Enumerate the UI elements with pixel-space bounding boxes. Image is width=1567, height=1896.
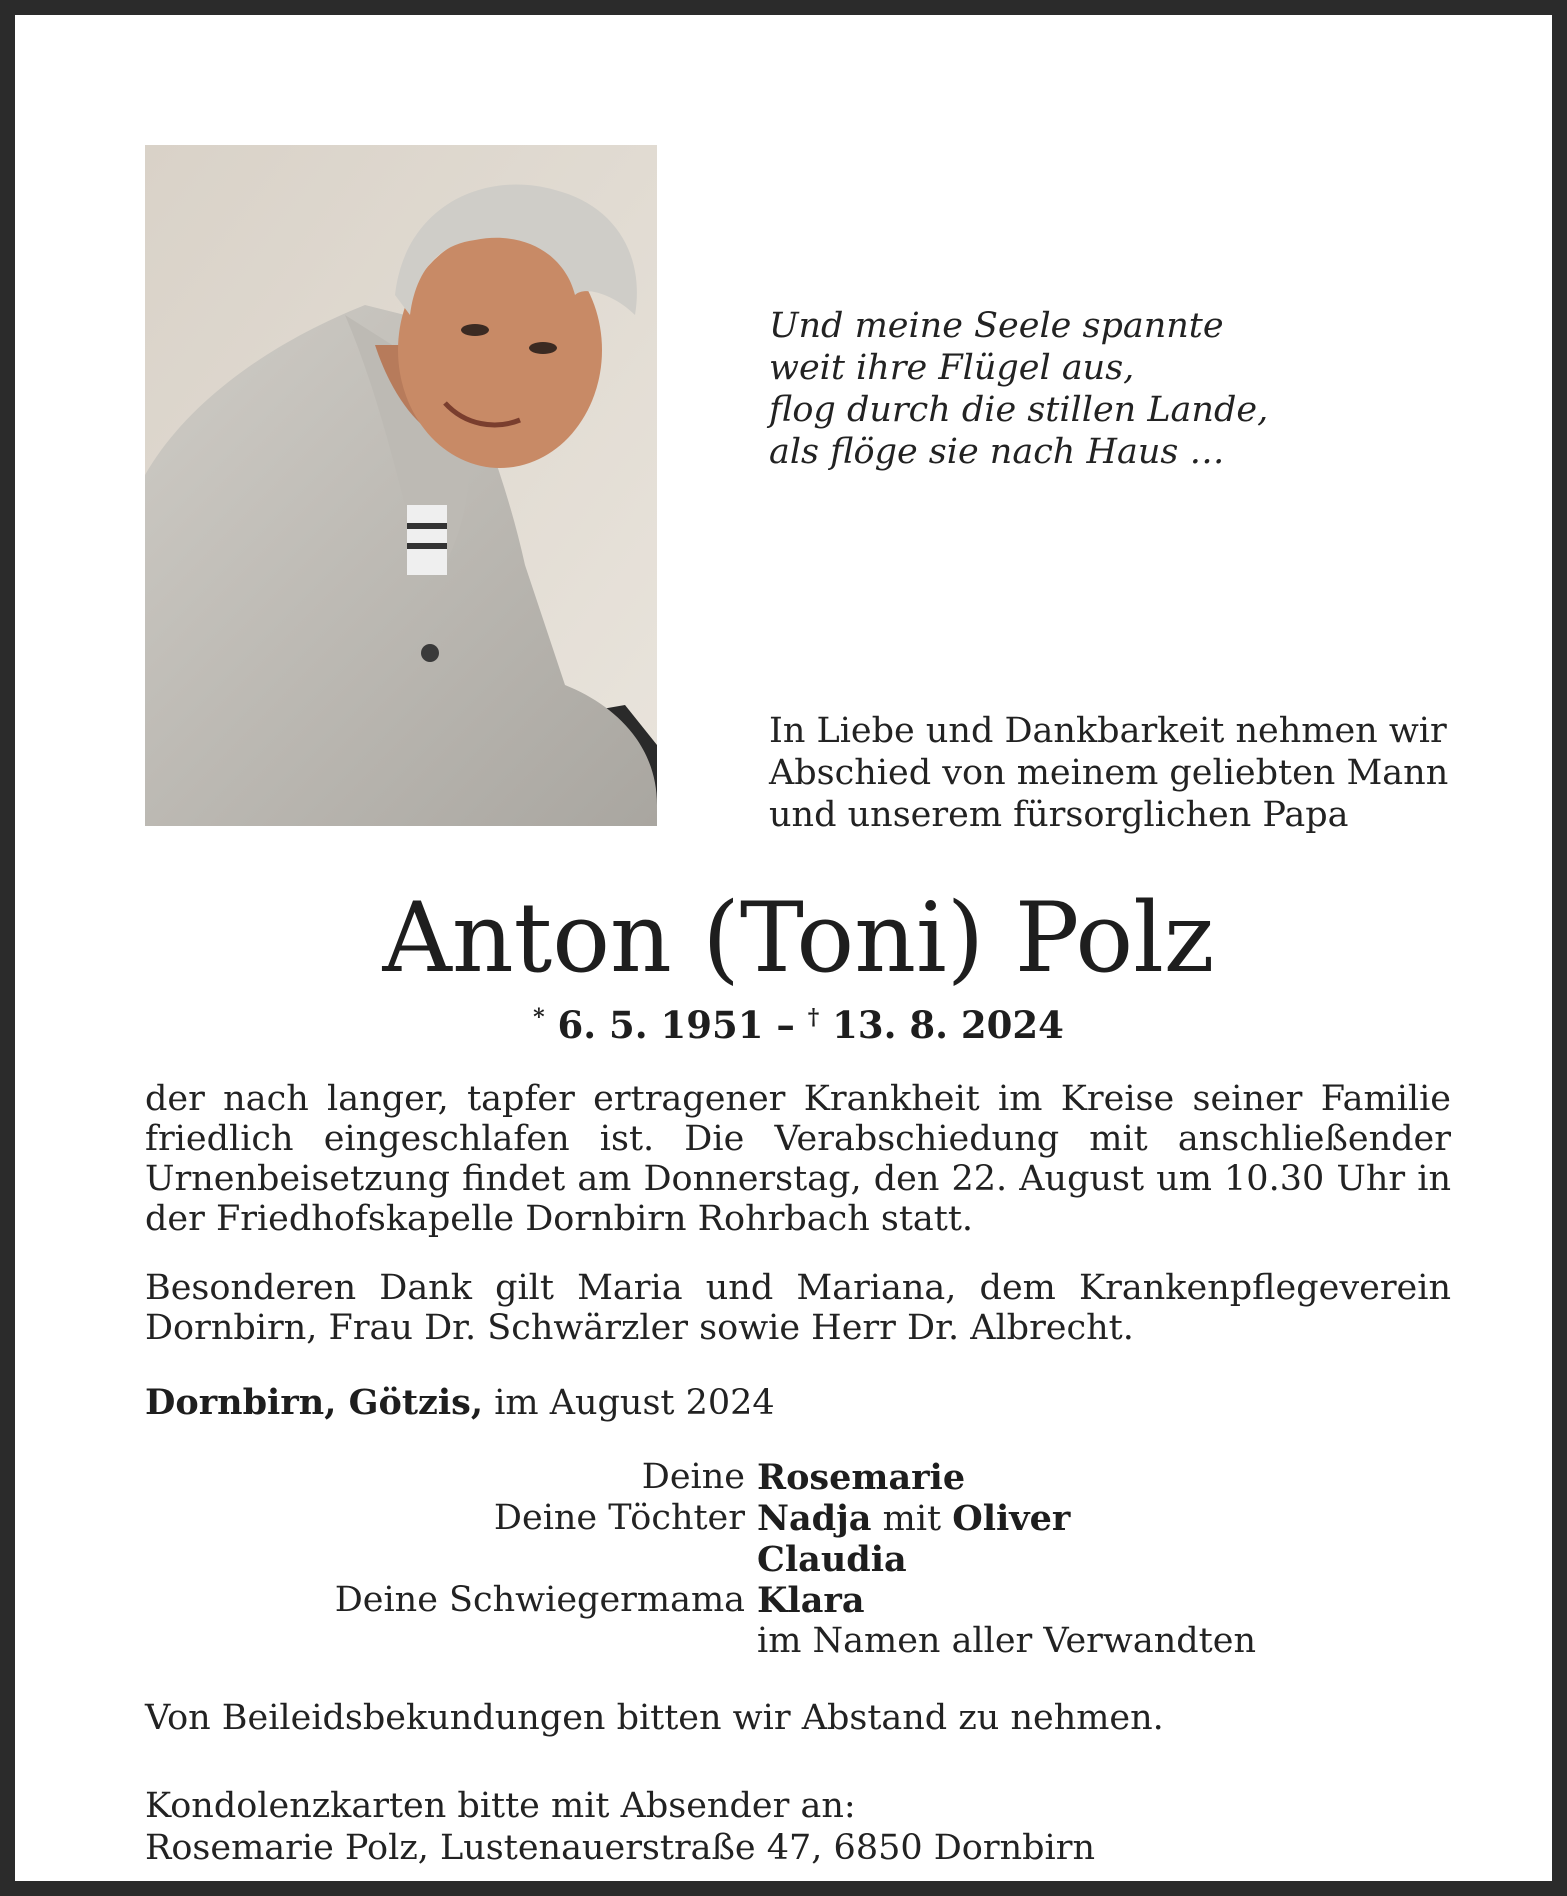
- life-dates: [15, 1003, 1567, 1047]
- intro-line: und unserem fürsorglichen Papa: [769, 795, 1349, 835]
- place-date-line: [145, 1383, 775, 1423]
- signature-row: [145, 1580, 1451, 1621]
- mourner-name: Nadja: [757, 1498, 872, 1539]
- thanks-paragraph: Besonderen Dank gilt Maria und Mariana, dem Krankenpflegeverein Dornbirn, Frau Dr. Schwärzler sowie Herr Dr. Albrecht.: [145, 1268, 1451, 1348]
- signature-row: [145, 1498, 1451, 1539]
- portrait-photo: [145, 145, 657, 826]
- place-date: im August 2024: [483, 1383, 775, 1423]
- connector-text: mit: [871, 1499, 953, 1539]
- poem-line: als flöge sie nach Haus …: [769, 432, 1225, 472]
- relation-label: Deine Schwiegermama: [334, 1580, 745, 1620]
- intro-line: In Liebe und Dankbarkeit nehmen wir: [769, 711, 1447, 751]
- announcement-paragraph: der nach langer, tapfer ertragener Krankheit im Kreise seiner Familie friedlich eingeschlafen ist. Die Verabschiedung mit anschließender Urnenbeisetzung findet am Donnerstag, den 22. August um 10.30 Uhr in der Friedhofskapelle Dornbirn Rohrbach statt.: [145, 1079, 1451, 1239]
- mourner-name: Claudia: [757, 1539, 907, 1580]
- poem-line: flog durch die stillen Lande,: [769, 390, 1269, 430]
- signature-row: [145, 1621, 1451, 1662]
- condolence-address: [145, 1785, 1095, 1869]
- relation-label: [145, 1539, 757, 1580]
- death-date: 13. 8. 2024: [832, 1003, 1064, 1047]
- birth-date: 6. 5. 1951: [557, 1003, 764, 1047]
- date-separator: –: [776, 1003, 795, 1047]
- intro-text: [769, 710, 1459, 836]
- place-names: Dornbirn, Götzis,: [145, 1382, 484, 1423]
- poem-line: weit ihre Flügel aus,: [769, 348, 1135, 388]
- mourner-partner-name: Oliver: [952, 1498, 1071, 1539]
- mourner-name: Klara: [757, 1580, 865, 1621]
- poem: [769, 305, 1469, 473]
- relation-label: Deine Töchter: [493, 1498, 745, 1538]
- intro-line: Abschied von meinem geliebten Mann: [769, 753, 1449, 793]
- poem-line: Und meine Seele spannte: [769, 306, 1224, 346]
- relation-label: Deine: [641, 1457, 745, 1497]
- relatives-line: im Namen aller Verwandten: [757, 1621, 1256, 1661]
- signature-row: [145, 1457, 1451, 1498]
- birth-symbol: *: [533, 1004, 545, 1031]
- signatures: [145, 1457, 1451, 1662]
- signature-row: [145, 1539, 1451, 1580]
- death-symbol: †: [807, 1004, 820, 1031]
- condolence-postal-address: Rosemarie Polz, Lustenauerstraße 47, 6850 Dornbirn: [145, 1828, 1096, 1868]
- mourner-name: Rosemarie: [757, 1457, 966, 1498]
- deceased-name: Anton (Toni) Polz: [382, 882, 1215, 994]
- condolence-instruction: Kondolenzkarten bitte mit Absender an:: [145, 1786, 856, 1826]
- no-condolence-note: Von Beileidsbekundungen bitten wir Abstand zu nehmen.: [145, 1698, 1164, 1738]
